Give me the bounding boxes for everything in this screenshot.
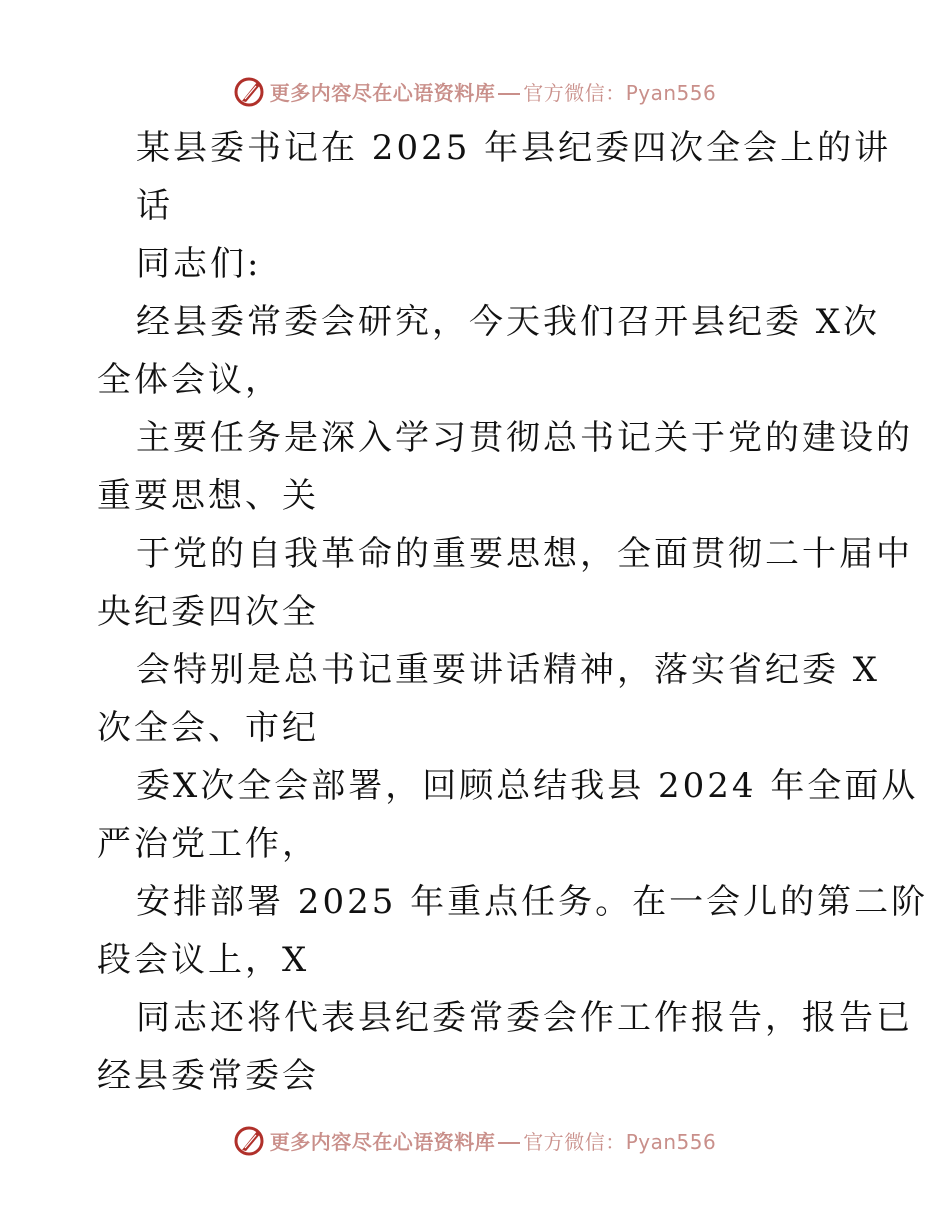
watermark-brand: 更多内容尽在心语资料库 (269, 1129, 496, 1154)
watermark-contact: 官方微信：Pyan556 (523, 1129, 717, 1154)
watermark-text (270, 1126, 717, 1155)
watermark-contact: 官方微信：Pyan556 (523, 80, 717, 105)
paragraph-line: 全体会议， (97, 360, 282, 400)
watermark-brand: 更多内容尽在心语资料库 (269, 80, 496, 105)
paragraph-line: 于党的自我革命的重要思想，全面贯彻二十届中 (136, 534, 913, 574)
feather-seal-logo-icon (234, 1124, 266, 1156)
paragraph-line: 严治党工作， (97, 824, 319, 864)
paragraph-line: 会特别是总书记重要讲话精神，落实省纪委 X (136, 650, 881, 690)
document-title-line-1: 某县委书记在 2025 年县纪委四次全会上的讲 (136, 128, 892, 168)
salutation: 同志们: (136, 244, 262, 284)
paragraph-line: 段会议上，X (97, 940, 310, 980)
paragraph-line: 主要任务是深入学习贯彻总书记关于党的建设的 (136, 418, 913, 458)
paragraph-line: 次全会、市纪 (97, 708, 319, 748)
watermark-dash (498, 1142, 520, 1144)
paragraph-line: 经县委常委会研究，今天我们召开县纪委 X次 (136, 302, 881, 342)
paragraph-line: 重要思想、关 (97, 476, 319, 516)
paragraph-line: 安排部署 2025 年重点任务。在一会儿的第二阶 (136, 882, 929, 922)
paragraph-line: 央纪委四次全 (97, 592, 319, 632)
document-title-line-2: 话 (136, 186, 173, 226)
footer-watermark (0, 1120, 950, 1160)
paragraph-line: 经县委常委会 (97, 1056, 319, 1096)
paragraph-line: 委X次全会部署，回顾总结我县 2024 年全面从 (136, 766, 919, 806)
paragraph-line: 同志还将代表县纪委常委会作工作报告，报告已 (136, 998, 913, 1038)
